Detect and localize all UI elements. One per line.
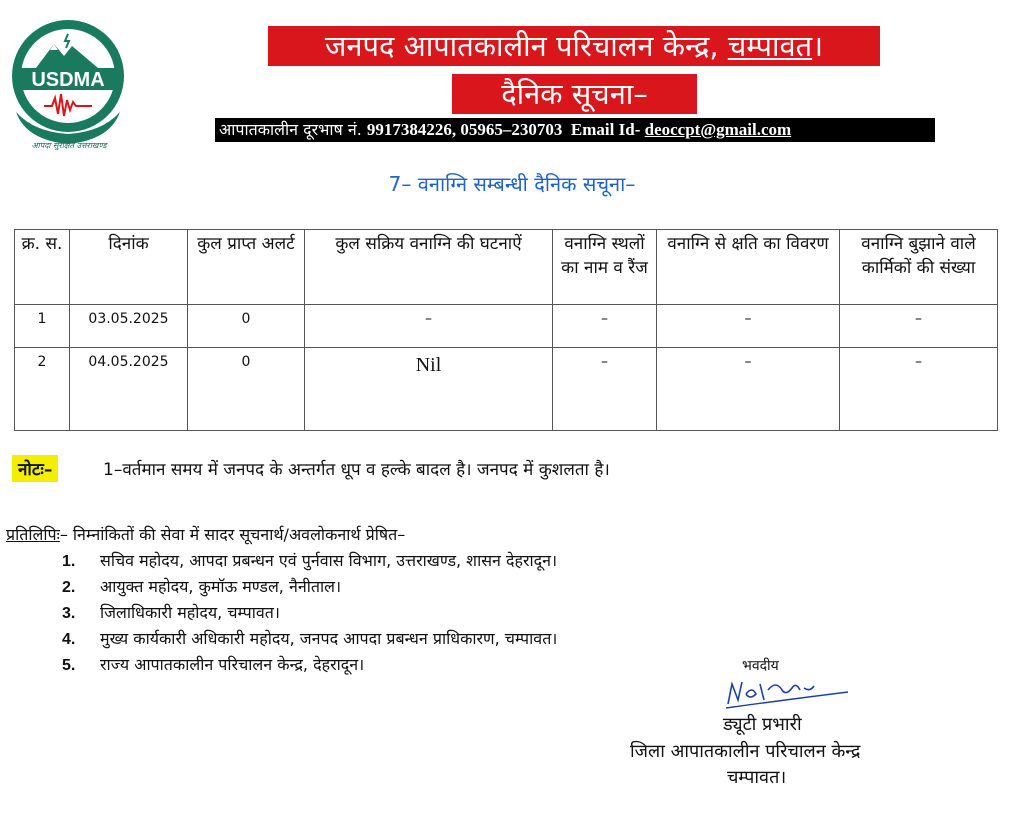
cell-alerts: 0 — [188, 348, 305, 431]
logo-tagline: आपदा सुरक्षित उत्तराखण्ड — [31, 141, 107, 150]
cell-damage: – — [657, 305, 840, 348]
note-label: नोटः– — [12, 455, 58, 482]
cell-damage: – — [657, 348, 840, 431]
copy-heading — [6, 523, 405, 545]
email-link[interactable]: deoccpt@gmail.com — [644, 120, 792, 139]
list-item — [62, 653, 364, 675]
list-item-text: मुख्य कार्यकारी अधिकारी महोदय, जनपद आपदा प्रबन्धन प्राधिकारण, चम्पावत। — [100, 629, 558, 648]
section-heading: 7– वनाग्नि सम्बन्धी दैनिक सचूना– — [388, 172, 636, 196]
list-item-number: 5. — [62, 657, 76, 674]
list-item — [62, 601, 280, 623]
cell-alerts: 0 — [188, 305, 305, 348]
table-row — [15, 305, 998, 348]
list-item-number: 2. — [62, 579, 76, 596]
signature-title: ड्यूटी प्रभारी — [723, 714, 802, 735]
header-locations: वनाग्नि स्थलों का नाम व रैंज — [553, 230, 657, 305]
header-incidents: कुल सक्रिय वनाग्नि की घटनाऐं — [305, 230, 553, 305]
contact-label: आपातकालीन दूरभाष नं. — [219, 120, 367, 139]
list-item-text: जिलाधिकारी महोदय, चम्पावत। — [100, 603, 280, 622]
forest-fire-table — [14, 229, 998, 431]
list-item — [62, 549, 557, 571]
header-damage: वनाग्नि से क्षति का विवरण — [657, 230, 840, 305]
list-item-number: 1. — [62, 553, 76, 570]
cell-locations: – — [553, 348, 657, 431]
header-personnel: वनाग्नि बुझाने वाले कार्मिकों की संख्या — [840, 230, 998, 305]
list-item-text: आयुक्त महोदय, कुमॉऊ मण्डल, नैनीताल। — [100, 577, 342, 596]
cell-incidents: – — [305, 305, 553, 348]
list-item-number: 3. — [62, 605, 76, 622]
phone-numbers: 9917384226, 05965–230703 — [366, 120, 563, 139]
document-subtitle: दैनिक सूचना– — [452, 74, 697, 114]
note-text: 1–वर्तमान समय में जनपद के अन्तर्गत धूप व हल्के बादल है। जनपद में कुशलता है। — [103, 460, 610, 480]
title-suffix: । — [812, 29, 824, 63]
cell-incidents: Nil — [305, 348, 553, 431]
cell-date: 04.05.2025 — [70, 348, 188, 431]
table-header-row — [15, 230, 998, 305]
contact-bar — [215, 118, 935, 142]
svg-text:USDMA: USDMA — [31, 69, 105, 91]
copy-label: प्रतिलिपिः — [6, 525, 60, 544]
handwritten-signature — [724, 670, 854, 712]
cell-serial: 1 — [15, 305, 70, 348]
signature-place: चम्पावत। — [727, 767, 787, 788]
cell-date: 03.05.2025 — [70, 305, 188, 348]
header-alerts: कुल प्राप्त अलर्ट — [188, 230, 305, 305]
email-label: Email Id- — [570, 120, 645, 139]
document-title — [268, 26, 880, 66]
usdma-logo — [6, 16, 130, 152]
cell-personnel: – — [840, 348, 998, 431]
list-item-text: सचिव महोदय, आपदा प्रबन्धन एवं पुर्नवास विभाग, उत्तराखण्ड, शासन देहरादून। — [100, 551, 558, 570]
header-date: दिनांक — [70, 230, 188, 305]
cell-serial: 2 — [15, 348, 70, 431]
list-item-text: राज्य आपातकालीन परिचालन केन्द्र, देहरादून। — [100, 655, 365, 674]
title-prefix: जनपद आपातकालीन परिचालन केन्द्र, — [324, 29, 728, 63]
list-item — [62, 627, 557, 649]
copy-heading-text: – निम्नांकितों की सेवा में सादर सूचनार्थ/अवलोकनार्थ प्रेषित– — [59, 525, 406, 544]
header-serial: क्र. स. — [15, 230, 70, 305]
cell-personnel: – — [840, 305, 998, 348]
table-row — [15, 348, 998, 431]
list-item-number: 4. — [62, 631, 76, 648]
cell-locations: – — [553, 305, 657, 348]
signature-office: जिला आपातकालीन परिचालन केन्द्र — [630, 741, 861, 762]
list-item — [62, 575, 341, 597]
title-place: चम्पावत — [727, 29, 813, 63]
signature-regards: भवदीय — [742, 658, 779, 674]
